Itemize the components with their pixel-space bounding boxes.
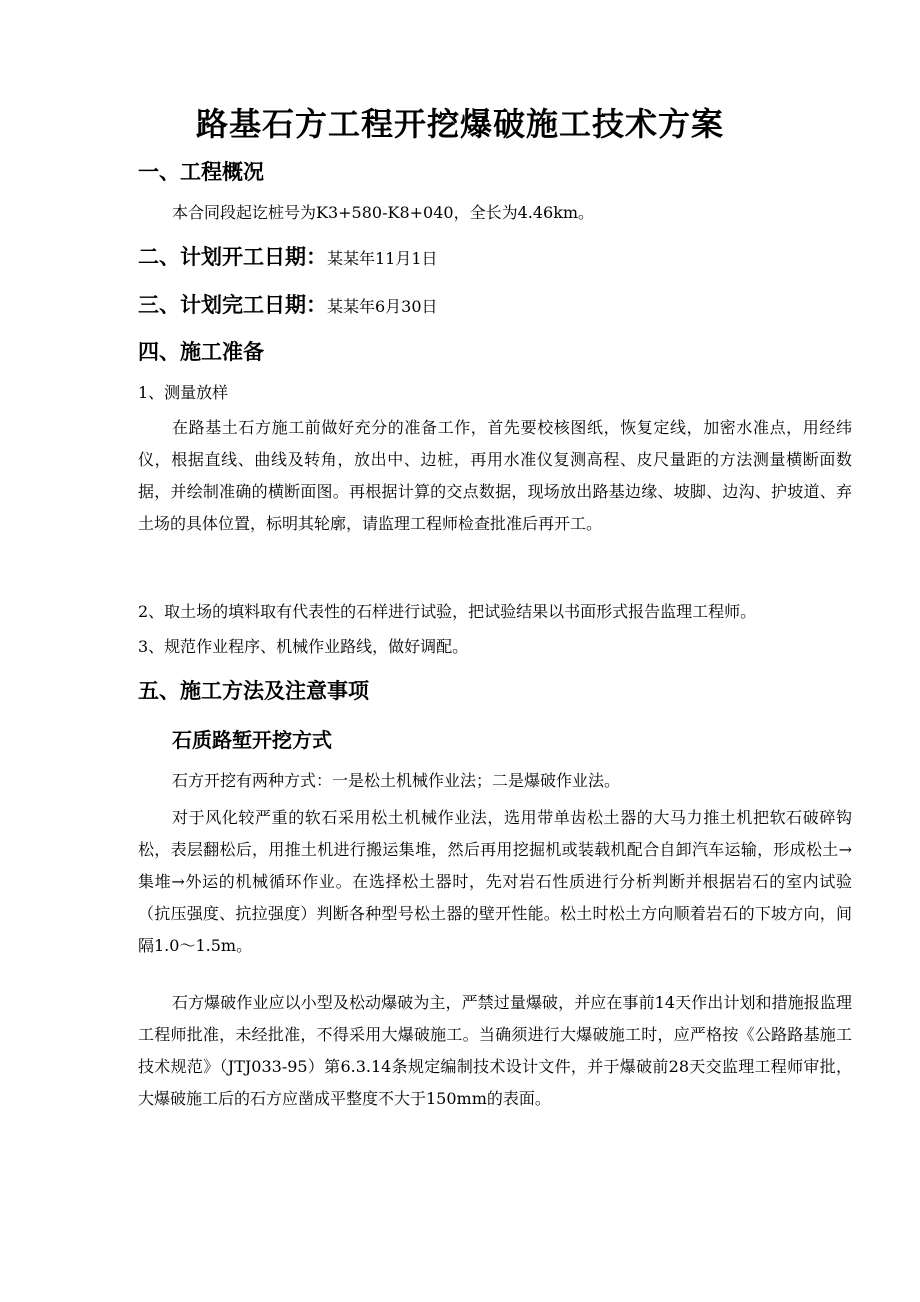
ripping-method-para: 对于风化较严重的软石采用松土机械作业法，选用带单齿松土器的大马力推土机把软石破碎钩松，表层翻松后，用推土机进行搬运集堆，然后再用挖掘机或装载机配合自卸汽车运输，形成松土→集堆→外运的机械循环作业。在选择松土器时，先对岩石性质进行分析判断并根据岩石的室内试验（抗压强度、抗拉强度）判断各种型号松土器的壁开性能。松土时松土方向顺着岩石的下坡方向，间隔1.0～1.5m。 [138,808,852,955]
section-3-heading: 三、计划完工日期： [138,293,327,317]
section-2-heading: 二、计划开工日期： [138,245,327,269]
section-1-text: 本合同段起讫桩号为K3+580-K8+040，全长为4.46km。 [172,203,595,222]
section-3-heading-row [138,290,438,322]
survey-item-title: 1、测量放样 [138,383,229,402]
borrow-pit-item: 2、取土场的填料取有代表性的石样进行试验，把试验结果以书面形式报告监理工程师。 [138,602,757,621]
section-1-heading: 一、工程概况 [138,160,264,184]
section-5-heading: 五、施工方法及注意事项 [138,679,369,703]
blasting-method-para: 石方爆破作业应以小型及松动爆破为主，严禁过量爆破，并应在事前14天作出计划和措施报监理工程师批准，未经批准，不得采用大爆破施工。当确须进行大爆破施工时，应严格按《公路路基施工技术规范》（JTJ033-95）第6.3.14条规定编制技术设计文件，并于爆破前28天交监理工程师审批，大爆破施工后的石方应凿成平整度不大于150mm的表面。 [138,993,852,1108]
excavation-methods-para: 石方开挖有两种方式：一是松土机械作业法；二是爆破作业法。 [172,771,621,790]
work-procedure-item: 3、规范作业程序、机械作业路线，做好调配。 [138,637,469,656]
survey-item-text: 在路基土石方施工前做好充分的准备工作，首先要校核图纸，恢复定线，加密水准点，用经纬仪，根据直线、曲线及转角，放出中、边桩，再用水准仪复测高程、皮尺量距的方法测量横断面数据，并绘制准确的横断面图。再根据计算的交点数据，现场放出路基边缘、坡脚、边沟、护坡道、弃土场的具体位置，标明其轮廓，请监理工程师检查批准后再开工。 [138,418,852,533]
rock-cutting-subheading: 石质路堑开挖方式 [172,728,332,752]
end-date-value: 某某年6月30日 [327,297,438,316]
section-2-heading-row [138,242,438,274]
document-title: 路基石方工程开挖爆破施工技术方案 [195,105,724,143]
start-date-value: 某某年11月1日 [327,249,438,268]
section-4-heading: 四、施工准备 [138,340,264,364]
